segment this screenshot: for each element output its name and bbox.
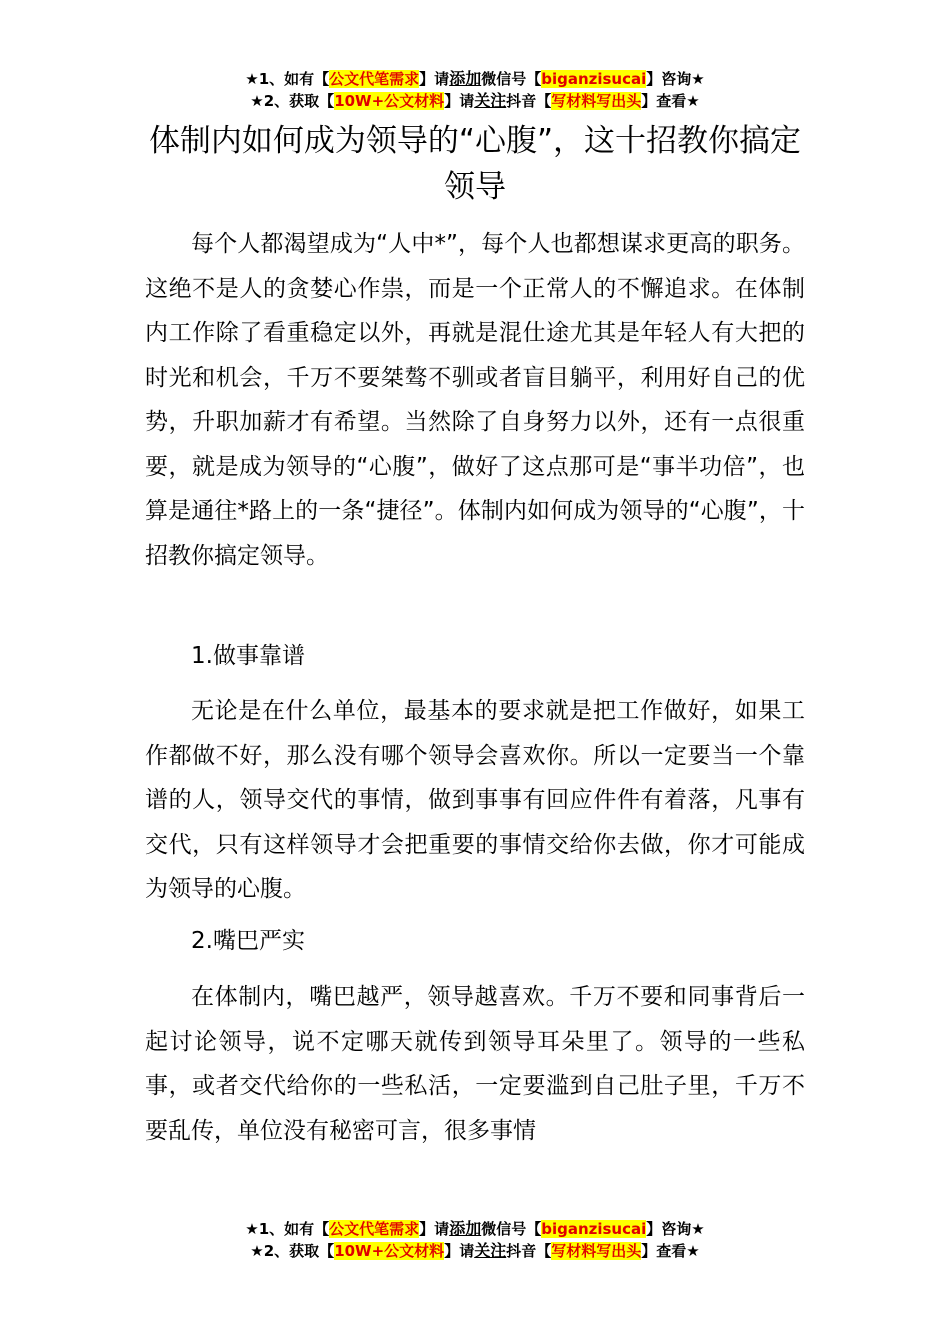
banner-text: ★2、获取【 (250, 1242, 335, 1260)
banner-line-2 (0, 90, 950, 112)
banner-text: 】请 (444, 1242, 475, 1260)
banner-text: ★1、如有【 (245, 70, 330, 88)
section-heading-2: 2.嘴巴严实 (191, 928, 305, 954)
section-heading-1: 1.做事靠谱 (191, 643, 305, 669)
banner-highlight: 10W+公文材料 (334, 92, 445, 110)
banner-line-1 (0, 1218, 950, 1240)
banner-highlight: biganzisucai (541, 1220, 647, 1238)
document-title: 体制内如何成为领导的“心腹”，这十招教你搞定领导 (148, 123, 802, 205)
footer-banner (0, 1218, 950, 1262)
banner-text: 】咨询★ (646, 1220, 705, 1238)
banner-line-1 (0, 68, 950, 90)
banner-highlight: biganzisucai (541, 70, 647, 88)
banner-text: 抖音【 (506, 1242, 552, 1260)
banner-text: 】查看★ (641, 92, 700, 110)
banner-text: 】查看★ (641, 1242, 700, 1260)
banner-text: 】请 (419, 1220, 450, 1238)
banner-emphasis: 添加 (449, 1219, 482, 1238)
banner-text: 抖音【 (506, 92, 552, 110)
banner-text: 】咨询★ (646, 70, 705, 88)
banner-text: ★1、如有【 (245, 1220, 330, 1238)
section-paragraph-2: 在体制内，嘴巴越严，领导越喜欢。千万不要和同事背后一起讨论领导，说不定哪天就传到领导耳朵里了。领导的一些私事，或者交代给你的一些私活，一定要滥到自己肚子里，千万不要乱传，单位没有秘密可言，很多事情 (145, 984, 805, 1144)
header-banner (0, 68, 950, 112)
banner-highlight: 写材料写出头 (551, 1242, 642, 1260)
section-paragraph-1: 无论是在什么单位，最基本的要求就是把工作做好，如果工作都做不好，那么没有哪个领导会喜欢你。所以一定要当一个靠谱的人，领导交代的事情，做到事事有回应件件有着落，凡事有交代，只有这样领导才会把重要的事情交给你去做，你才可能成为领导的心腹。 (145, 698, 805, 902)
banner-emphasis: 添加 (449, 69, 482, 88)
banner-text: 微信号【 (481, 1220, 542, 1238)
banner-highlight: 公文代笔需求 (329, 1220, 420, 1238)
banner-highlight: 公文代笔需求 (329, 70, 420, 88)
banner-emphasis: 关注 (474, 1241, 507, 1260)
banner-text: 微信号【 (481, 70, 542, 88)
intro-paragraph: 每个人都渴望成为“人中*”，每个人也都想谋求更高的职务。这绝不是人的贪婪心作祟，而是一个正常人的不懈追求。在体制内工作除了看重稳定以外，再就是混仕途尤其是年轻人有大把的时光和机会，千万不要桀骜不驯或者盲目躺平，利用好自己的优势，升职加薪才有希望。当然除了自身努力以外，还有一点很重要，就是成为领导的“心腹”，做好了这点那可是“事半功倍”，也算是通往*路上的一条“捷径”。体制内如何成为领导的“心腹”，十招教你搞定领导。 (145, 231, 805, 569)
banner-emphasis: 关注 (474, 91, 507, 110)
banner-highlight: 10W+公文材料 (334, 1242, 445, 1260)
banner-line-2 (0, 1240, 950, 1262)
banner-text: 】请 (419, 70, 450, 88)
banner-highlight: 写材料写出头 (551, 92, 642, 110)
banner-text: ★2、获取【 (250, 92, 335, 110)
banner-text: 】请 (444, 92, 475, 110)
